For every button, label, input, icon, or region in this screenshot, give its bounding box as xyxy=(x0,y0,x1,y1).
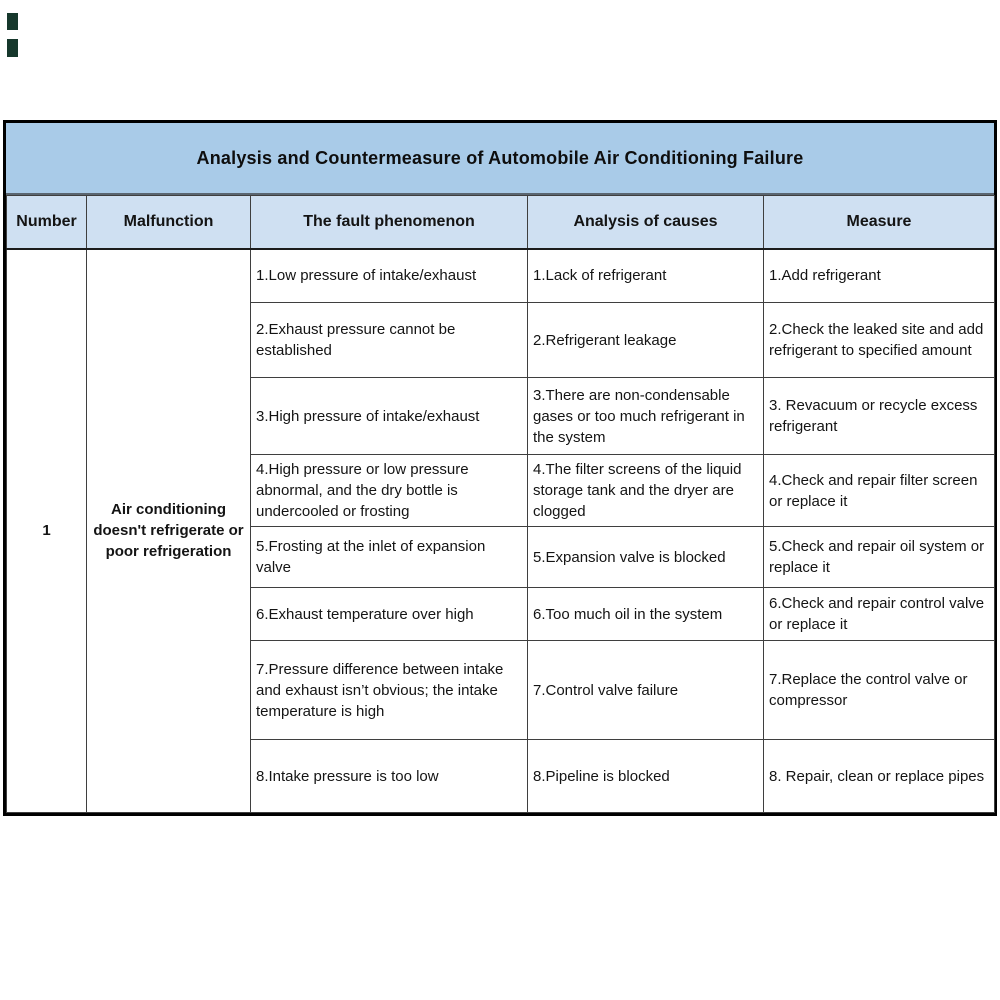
data-table xyxy=(6,195,995,813)
column-header-number: Number xyxy=(7,196,87,249)
cause-cell: 7.Control valve failure xyxy=(528,641,764,740)
phenomenon-cell: 3.High pressure of intake/exhaust xyxy=(251,378,528,455)
cause-cell: 4.The filter screens of the liquid storage tank and the dryer are clogged xyxy=(528,455,764,527)
phenomenon-cell: 7.Pressure difference between intake and exhaust isn’t obvious; the intake temperature is high xyxy=(251,641,528,740)
cause-cell: 3.There are non-condensable gases or too much refrigerant in the system xyxy=(528,378,764,455)
column-header-malfunction: Malfunction xyxy=(87,196,251,249)
measure-cell: 1.Add refrigerant xyxy=(764,249,995,303)
cause-cell: 8.Pipeline is blocked xyxy=(528,740,764,813)
table-row xyxy=(7,249,995,303)
phenomenon-cell: 5.Frosting at the inlet of expansion valve xyxy=(251,527,528,588)
table-title: Analysis and Countermeasure of Automobile Air Conditioning Failure xyxy=(6,123,994,195)
measure-cell: 4.Check and repair filter screen or replace it xyxy=(764,455,995,527)
corner-artifact-mark xyxy=(7,13,18,30)
corner-artifact-mark xyxy=(7,39,18,57)
column-header-phenomenon: The fault phenomenon xyxy=(251,196,528,249)
group-number-cell: 1 xyxy=(7,249,87,813)
measure-cell: 8. Repair, clean or replace pipes xyxy=(764,740,995,813)
header-row xyxy=(7,196,995,249)
cause-cell: 1.Lack of refrigerant xyxy=(528,249,764,303)
cause-cell: 6.Too much oil in the system xyxy=(528,588,764,641)
phenomenon-cell: 1.Low pressure of intake/exhaust xyxy=(251,249,528,303)
failure-analysis-table xyxy=(3,120,997,816)
group-malfunction-cell: Air conditioning doesn't refrigerate or poor refrigeration xyxy=(87,249,251,813)
cause-cell: 5.Expansion valve is blocked xyxy=(528,527,764,588)
column-header-measure: Measure xyxy=(764,196,995,249)
measure-cell: 5.Check and repair oil system or replace it xyxy=(764,527,995,588)
phenomenon-cell: 2.Exhaust pressure cannot be established xyxy=(251,303,528,378)
phenomenon-cell: 4.High pressure or low pressure abnormal, and the dry bottle is undercooled or frosting xyxy=(251,455,528,527)
measure-cell: 7.Replace the control valve or compressor xyxy=(764,641,995,740)
measure-cell: 2.Check the leaked site and add refrigerant to specified amount xyxy=(764,303,995,378)
cause-cell: 2.Refrigerant leakage xyxy=(528,303,764,378)
phenomenon-cell: 6.Exhaust temperature over high xyxy=(251,588,528,641)
measure-cell: 3. Revacuum or recycle excess refrigerant xyxy=(764,378,995,455)
measure-cell: 6.Check and repair control valve or replace it xyxy=(764,588,995,641)
phenomenon-cell: 8.Intake pressure is too low xyxy=(251,740,528,813)
column-header-cause: Analysis of causes xyxy=(528,196,764,249)
